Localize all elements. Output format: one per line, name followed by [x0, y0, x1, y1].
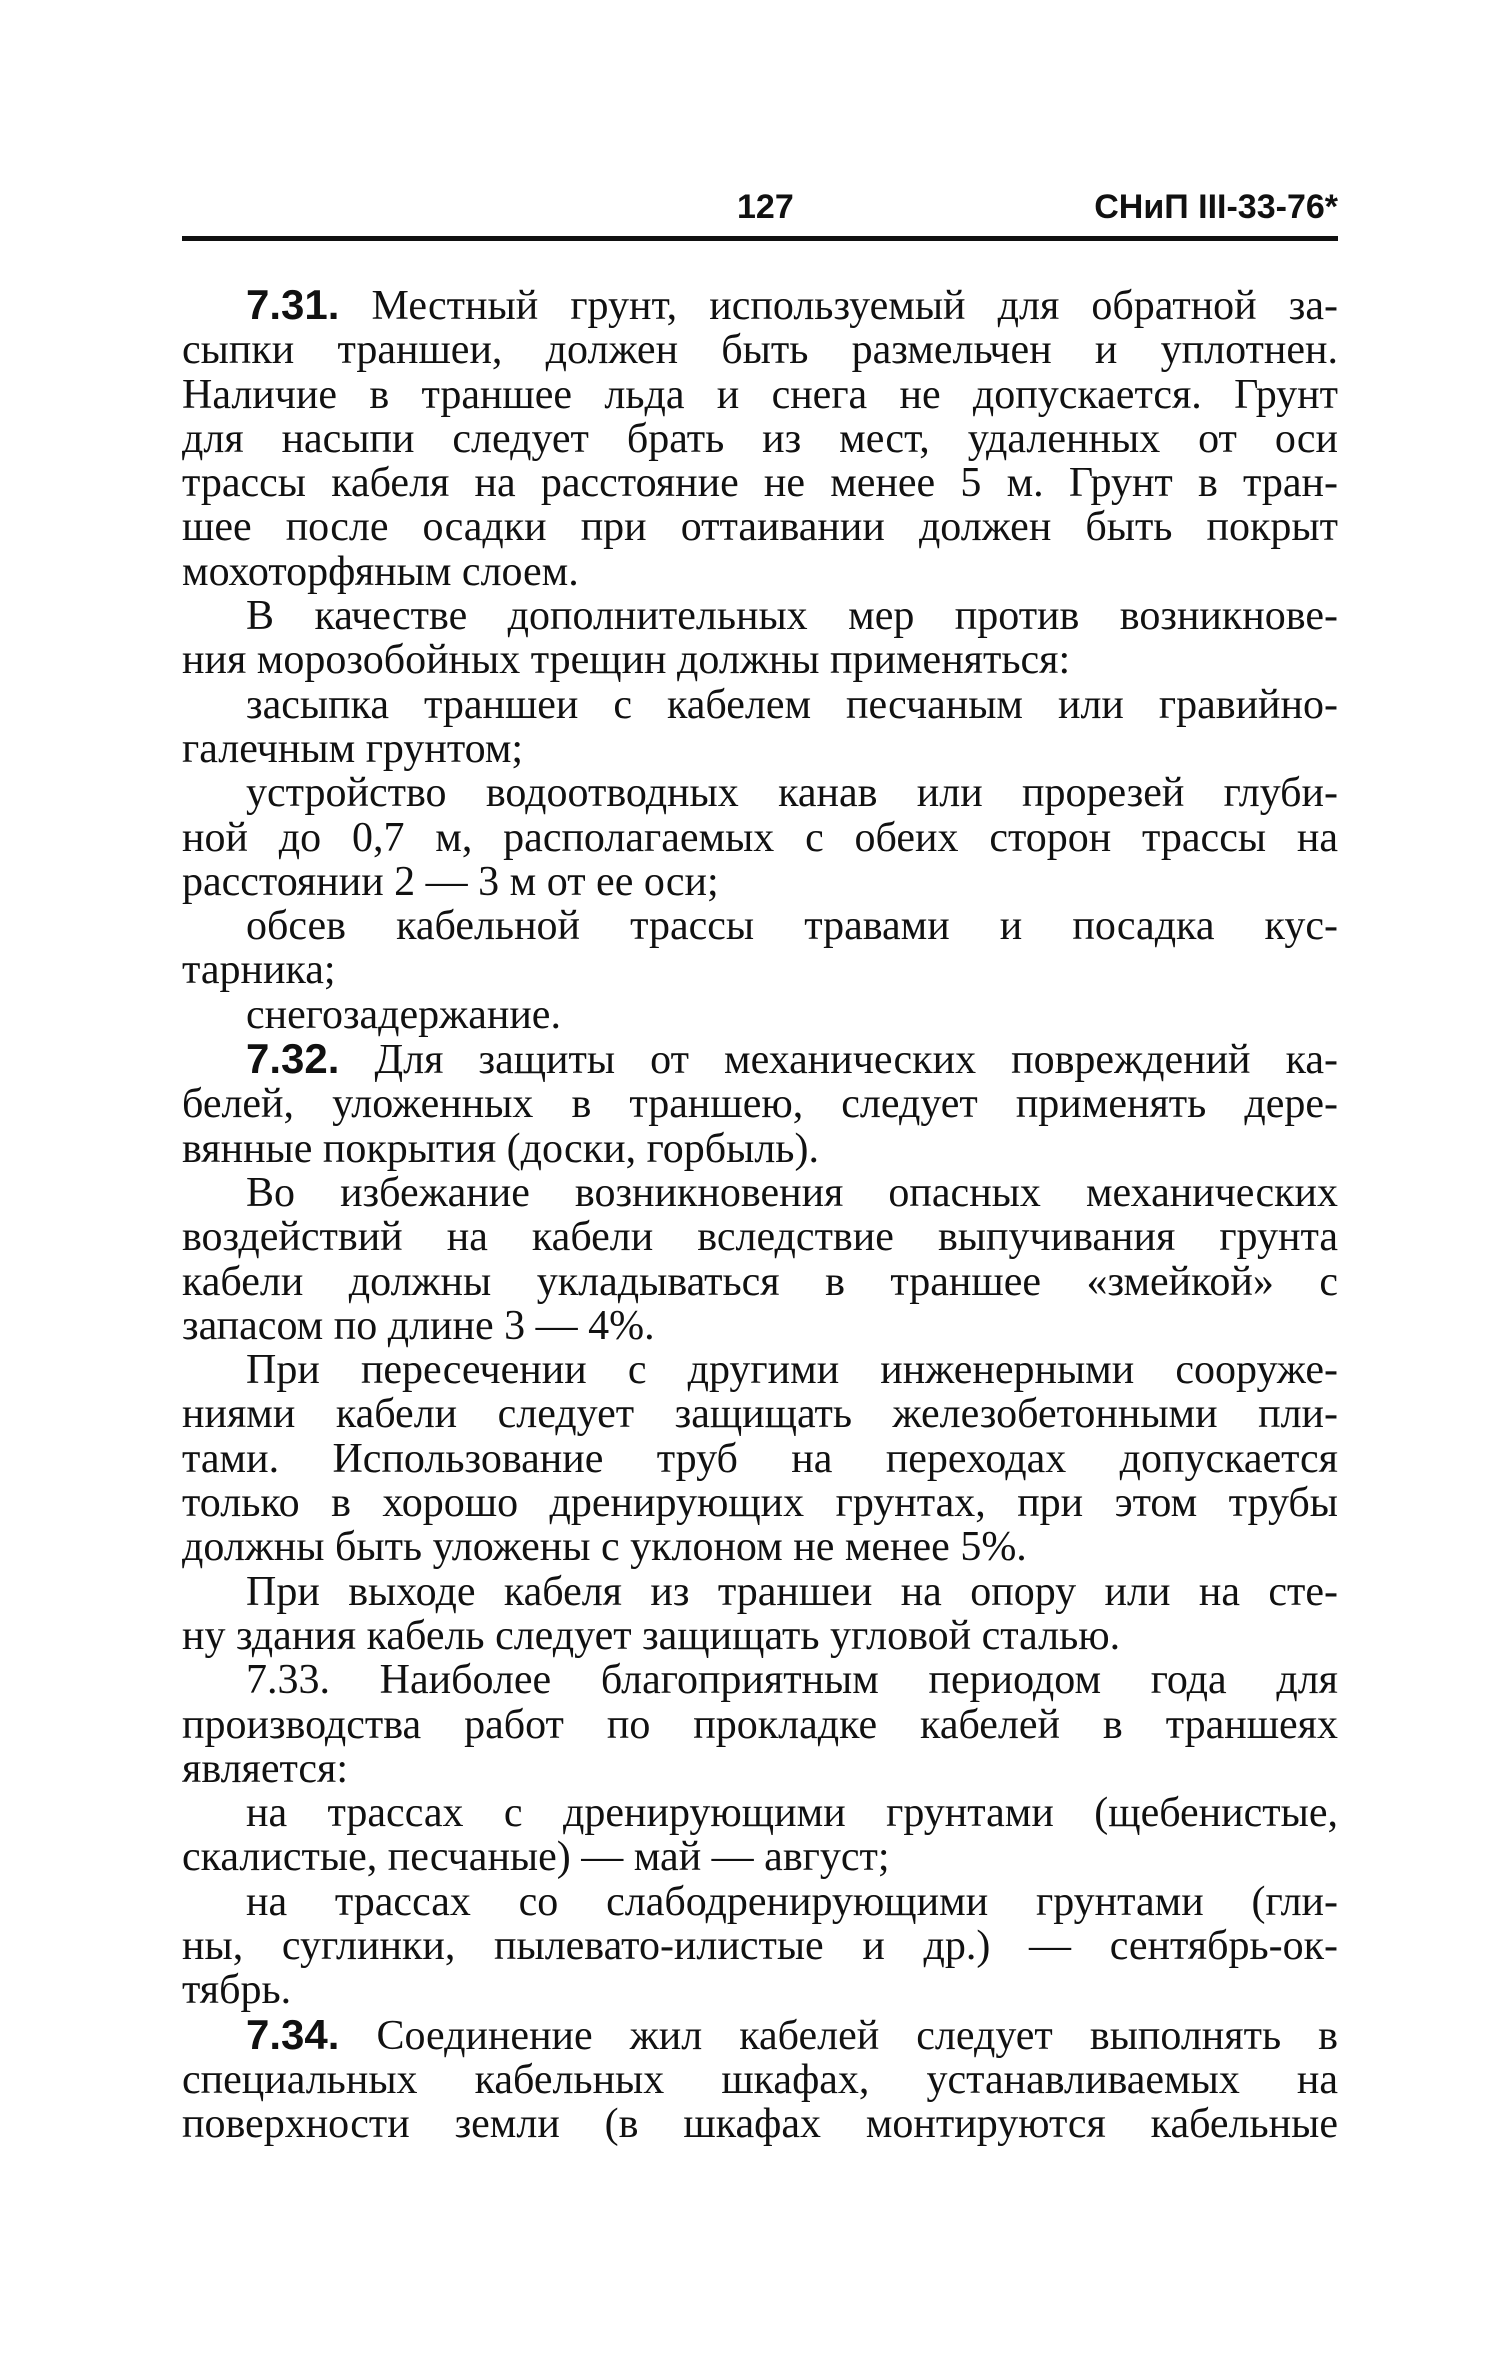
line-text: тами. Использование труб на переходах допускается [182, 1435, 1338, 1482]
line-text: шее после осадки при оттаивании должен быть покрыт [182, 504, 1338, 551]
line-text: Соединение жил кабелей следует выполнять в [339, 2012, 1338, 2059]
text-line [182, 1171, 1338, 1215]
text-line [182, 771, 1338, 815]
text-line [182, 816, 1338, 860]
line-text: на трассах со слабодренирующими грунтами (гли- [246, 1878, 1338, 1925]
text-line [182, 727, 1338, 771]
text-line [182, 948, 1338, 992]
text-line [182, 1924, 1338, 1968]
line-text: устройство водоотводных канав или прорезей глуби- [246, 770, 1338, 817]
line-text: воздействий на кабели вследствие выпучивания грунта [182, 1214, 1338, 1261]
text-line [182, 1703, 1338, 1747]
text-line [182, 1260, 1338, 1304]
page-number: 127 [737, 188, 794, 226]
line-text: ны, суглинки, пылевато-илистые и др.) — сентябрь-ок- [182, 1922, 1338, 1969]
text-line [182, 1348, 1338, 1392]
text-line [182, 1747, 1338, 1791]
page-header [182, 188, 1338, 238]
line-text: Во избежание возникновения опасных механических [246, 1169, 1338, 1216]
line-text: Местный грунт, используемый для обратной за- [339, 283, 1338, 329]
text-line [182, 1880, 1338, 1924]
line-text: В качестве дополнительных мер против возникнове- [246, 593, 1338, 640]
header-rule [182, 236, 1338, 241]
text-line [182, 1481, 1338, 1525]
text-line [182, 417, 1338, 461]
text-line [182, 1082, 1338, 1126]
text-line [182, 860, 1338, 904]
text-line [182, 904, 1338, 948]
text-line [182, 2010, 1338, 2059]
text-line [182, 461, 1338, 505]
line-text: скалистые, песчаные) — май — август; [182, 1834, 890, 1881]
text-line [182, 2102, 1338, 2146]
line-text: белей, уложенных в траншею, следует применять дере- [182, 1081, 1338, 1128]
line-text: Наличие в траншее льда и снега не допускается. Грунт [182, 371, 1338, 418]
text-line [182, 1437, 1338, 1481]
text-line [182, 1614, 1338, 1658]
line-text: тарника; [182, 947, 336, 994]
text-line [182, 550, 1338, 594]
text-line [182, 1968, 1338, 2012]
text-line [182, 283, 1338, 328]
line-text: снегозадержание. [246, 991, 561, 1038]
text-line [182, 1835, 1338, 1879]
paragraph-number: 7.34. [246, 2010, 340, 2058]
line-text: для насыпи следует брать из мест, удаленных от оси [182, 415, 1338, 462]
text-line [182, 1037, 1338, 1082]
line-text: производства работ по прокладке кабелей в траншеях [182, 1701, 1338, 1748]
line-text: является: [182, 1745, 349, 1792]
line-text: на трассах с дренирующими грунтами (щебенистые, [246, 1790, 1338, 1837]
text-line [182, 1525, 1338, 1569]
document-code: СНиП III-33-76* [1094, 188, 1338, 226]
text-line [182, 1658, 1338, 1702]
line-text: При выходе кабеля из траншеи на опору или на сте- [246, 1568, 1338, 1615]
text-line [182, 1392, 1338, 1436]
line-text: должны быть уложены с уклоном не менее 5%. [182, 1524, 1027, 1571]
text-line [182, 2058, 1338, 2102]
line-text: тябрь. [182, 1967, 292, 2014]
text-line [182, 505, 1338, 549]
line-text: засыпка траншеи с кабелем песчаным или гравийно- [246, 681, 1338, 728]
text-line [182, 1304, 1338, 1348]
line-text: мохоторфяным слоем. [182, 548, 579, 595]
text-line [182, 328, 1338, 372]
line-text: трассы кабеля на расстояние не менее 5 м. Грунт в тран- [182, 460, 1338, 507]
line-text: ниями кабели следует защищать железобетонными пли- [182, 1391, 1338, 1438]
line-text: ной до 0,7 м, располагаемых с обеих сторон трассы на [182, 814, 1338, 861]
line-text: При пересечении с другими инженерными сооруже- [246, 1347, 1338, 1394]
line-text: ну здания кабель следует защищать угловой сталью. [182, 1612, 1121, 1659]
line-text: специальных кабельных шкафах, устанавливаемых на [182, 2056, 1338, 2103]
text-line [182, 594, 1338, 638]
body-text [182, 283, 1338, 2146]
line-text: 7.33. Наиболее благоприятным периодом года для [246, 1657, 1338, 1704]
line-text: кабели должны укладываться в траншее «змейкой» с [182, 1258, 1338, 1305]
text-line [182, 638, 1338, 682]
text-line [182, 1127, 1338, 1171]
text-line [182, 1791, 1338, 1835]
line-text: Для защиты от механических повреждений ка- [339, 1037, 1338, 1084]
text-line [182, 1215, 1338, 1259]
line-text: вянные покрытия (доски, горбыль). [182, 1125, 819, 1172]
line-text: галечным грунтом; [182, 725, 524, 772]
text-line [182, 373, 1338, 417]
line-text: ния морозобойных трещин должны применяться: [182, 637, 1071, 684]
paragraph-number: 7.32. [246, 1035, 340, 1083]
line-text: обсев кабельной трассы травами и посадка кус- [246, 903, 1338, 950]
line-text: сыпки траншеи, должен быть размельчен и уплотнен. [182, 327, 1338, 374]
line-text: расстоянии 2 — 3 м от ее оси; [182, 858, 719, 905]
line-text: только в хорошо дренирующих грунтах, при этом трубы [182, 1480, 1338, 1527]
line-text: запасом по длине 3 — 4%. [182, 1302, 655, 1349]
paragraph-number: 7.31. [246, 281, 340, 328]
text-line [182, 683, 1338, 727]
text-line [182, 993, 1338, 1037]
text-line [182, 1570, 1338, 1614]
line-text: поверхности земли (в шкафах монтируются кабельные [182, 2101, 1338, 2148]
